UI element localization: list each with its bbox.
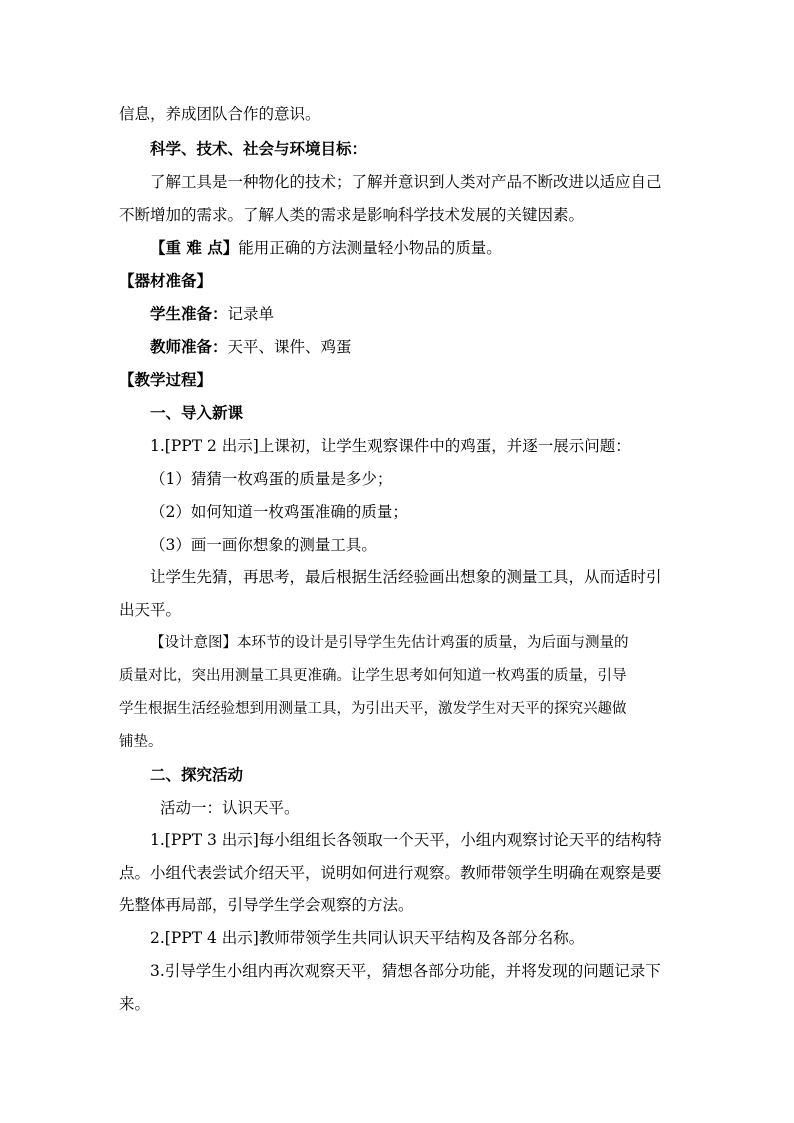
teacher-materials-label: 教师准备：: [150, 337, 228, 356]
question-item: （3）画一画你想象的测量工具。: [150, 536, 377, 554]
key-points-label: 【重 难 点】: [150, 238, 239, 257]
key-points-text: 能用正确的方法测量轻小物品的质量。: [238, 239, 502, 257]
student-materials-text: 记录单: [227, 305, 275, 323]
activity-title: 活动一：认识天平。: [160, 799, 300, 817]
text-line: 不断增加的需求。了解人类的需求是影响科学技术发展的关键因素。: [119, 206, 585, 224]
text-line: 让学生先猜，再思考，最后根据生活经验画出想象的测量工具，从而适时引: [150, 568, 662, 586]
text-line: 1.[PPT 3 出示]每小组组长各领取一个天平，小组内观察讨论天平的结构特: [150, 831, 662, 849]
design-intent-line: 学生根据生活经验想到用测量工具，为引出天平，激发学生对天平的探究兴趣做: [119, 701, 627, 717]
key-points-line: [150, 238, 502, 258]
question-item: （2）如何知道一枚鸡蛋准确的质量；: [150, 503, 408, 521]
subheading-explore: 二、探究活动: [150, 765, 244, 784]
student-materials-label: 学生准备：: [150, 304, 228, 323]
design-intent-line: 铺垫。: [119, 734, 163, 750]
text-line: 点。小组代表尝试介绍天平，说明如何进行观察。教师带领学生明确在观察是要: [119, 864, 662, 882]
student-materials-line: [150, 304, 274, 324]
design-intent-line: 质量对比，突出用测量工具更准确。让学生思考如何知道一枚鸡蛋的质量，引导: [119, 668, 627, 684]
design-intent-line: 【设计意图】本环节的设计是引导学生先估计鸡蛋的质量，为后面与测量的: [150, 635, 629, 651]
text-line: 了解工具是一种物化的技术；了解并意识到人类对产品不断改进以适应自己: [150, 173, 662, 191]
section-heading-process: 【教学过程】: [119, 370, 213, 389]
text-line: 来。: [119, 995, 151, 1013]
text-line: 2.[PPT 4 出示]教师带领学生共同认识天平结构及各部分名称。: [150, 929, 585, 947]
question-item: （1）猜猜一枚鸡蛋的质量是多少；: [150, 470, 393, 488]
text-line: 出天平。: [119, 601, 182, 619]
text-line: 信息，养成团队合作的意识。: [119, 105, 321, 123]
subheading-intro: 一、导入新课: [150, 403, 244, 422]
text-line: 先整体再局部，引导学生学会观察的方法。: [119, 896, 414, 914]
teacher-materials-text: 天平、课件、鸡蛋: [227, 338, 352, 356]
section-heading-sts-goals: 科学、技术、社会与环境目标：: [150, 139, 368, 158]
teacher-materials-line: [150, 337, 352, 357]
section-heading-materials: 【器材准备】: [119, 271, 213, 290]
text-line: 3.引导学生小组内再次观察天平，猜想各部分功能，并将发现的问题记录下: [150, 962, 661, 980]
text-line: 1.[PPT 2 出示]上课初，让学生观察课件中的鸡蛋，并逐一展示问题：: [150, 437, 631, 455]
